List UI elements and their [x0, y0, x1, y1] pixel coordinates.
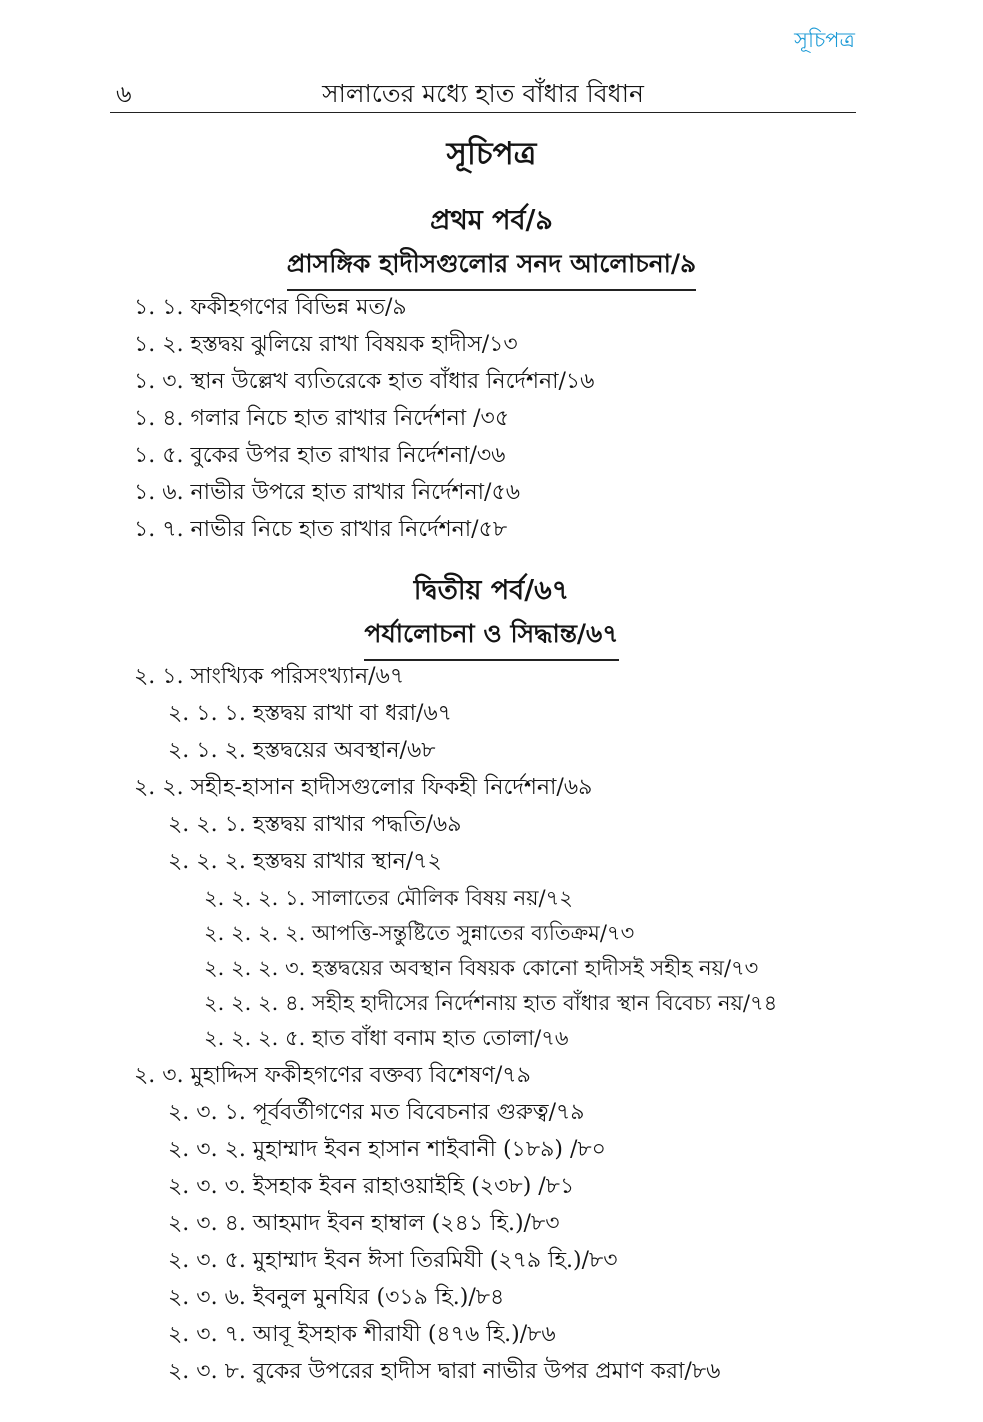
part-2-heading: দ্বিতীয় পর্ব/৬৭ — [413, 575, 570, 606]
running-header — [110, 72, 856, 113]
part-2-subheading-text: পর্যালোচনা ও সিদ্ধান্ত/৬৭ — [364, 614, 618, 661]
part-1-subheading — [0, 244, 983, 291]
toc-entry[interactable]: ১. ৫. বুকের উপর হাত রাখার নির্দেশনা/৩৬ — [134, 443, 506, 468]
toc-entry[interactable]: ২. ৩. ৪. আহমাদ ইবন হাম্বাল (২৪১ হি.)/৮৩ — [168, 1211, 560, 1236]
toc-entry[interactable]: ২. ২. ২. ২. আপত্তি-সন্তুষ্টিতে সুন্নাতের ব্যতিক্রম/৭৩ — [204, 921, 635, 945]
toc-entry[interactable]: ২. ৩. মুহাদ্দিস ফকীহগণের বক্তব্য বিশেষণ/৭৯ — [134, 1063, 531, 1088]
book-title: সালাতের মধ্যে হাত বাঁধার বিধান — [322, 79, 644, 108]
part-1-subheading-text: প্রাসঙ্গিক হাদীসগুলোর সনদ আলোচনা/৯ — [287, 244, 696, 291]
toc-entry[interactable]: ২. ২. ২. ৪. সহীহ হাদীসের নির্দেশনায় হাত বাঁধার স্থান বিবেচ্য নয়/৭৪ — [204, 991, 778, 1015]
toc-entry[interactable]: ২. ২. ২. ৫. হাত বাঁধা বনাম হাত তোলা/৭৬ — [204, 1026, 569, 1050]
toc-entry[interactable]: ২. ১. সাংখ্যিক পরিসংখ্যান/৬৭ — [134, 664, 405, 689]
toc-entry[interactable]: ২. ২. ২. ৩. হস্তদ্বয়ের অবস্থান বিষয়ক কোনো হাদীসই সহীহ নয়/৭৩ — [204, 956, 759, 980]
toc-entry[interactable]: ১. ৩. স্থান উল্লেখ ব্যতিরেকে হাত বাঁধার নির্দেশনা/১৬ — [134, 369, 595, 394]
toc-entry[interactable]: ২. ১. ২. হস্তদ্বয়ের অবস্থান/৬৮ — [168, 738, 436, 763]
toc-entry[interactable]: ২. ৩. ৫. মুহাম্মাদ ইবন ঈসা তিরমিযী (২৭৯ হি.)/৮৩ — [168, 1248, 618, 1273]
toc-entry[interactable]: ২. ৩. ৬. ইবনুল মুনযির (৩১৯ হি.)/৮৪ — [168, 1285, 505, 1310]
toc-entry[interactable]: ২. ২. ১. হস্তদ্বয় রাখার পদ্ধতি/৬৯ — [168, 812, 462, 837]
part-2-subheading — [0, 614, 983, 661]
toc-entry[interactable]: ১. ১. ফকীহগণের বিভিন্ন মত/৯ — [134, 295, 407, 320]
toc-entry[interactable]: ১. ২. হস্তদ্বয় ঝুলিয়ে রাখা বিষয়ক হাদীস/১৩ — [134, 332, 518, 357]
part-1-heading: প্রথম পর্ব/৯ — [430, 205, 553, 236]
toc-entry[interactable]: ২. ১. ১. হস্তদ্বয় রাখা বা ধরা/৬৭ — [168, 701, 452, 726]
toc-entry[interactable]: ২. ৩. ৩. ইসহাক ইবন রাহাওয়াইহি (২৩৮) /৮১ — [168, 1174, 575, 1199]
toc-entry[interactable]: ১. ৪. গলার নিচে হাত রাখার নির্দেশনা /৩৫ — [134, 406, 510, 431]
toc-entry[interactable]: ১. ৬. নাভীর উপরে হাত রাখার নির্দেশনা/৫৬ — [134, 480, 521, 505]
toc-entry[interactable]: ২. ২. সহীহ-হাসান হাদীসগুলোর ফিকহী নির্দেশনা/৬৯ — [134, 775, 593, 800]
toc-entry[interactable]: ২. ২. ২. ১. সালাতের মৌলিক বিষয় নয়/৭২ — [204, 886, 573, 910]
toc-entry[interactable]: ২. ৩. ৭. আবূ ইসহাক শীরাযী (৪৭৬ হি.)/৮৬ — [168, 1322, 556, 1347]
toc-title: সূচিপত্র — [446, 136, 537, 172]
corner-section-label: সূচিপত্র — [794, 28, 855, 52]
toc-entry[interactable]: ২. ২. ২. হস্তদ্বয় রাখার স্থান/৭২ — [168, 849, 442, 874]
toc-entry[interactable]: ২. ৩. ১. পূর্ববর্তীগণের মত বিবেচনার গুরুত্ব/৭৯ — [168, 1100, 585, 1125]
toc-entry[interactable]: ২. ৩. ৮. বুকের উপরের হাদীস দ্বারা নাভীর উপর প্রমাণ করা/৮৬ — [168, 1359, 721, 1384]
toc-entry[interactable]: ১. ৭. নাভীর নিচে হাত রাখার নির্দেশনা/৫৮ — [134, 517, 508, 542]
toc-entry[interactable]: ২. ৩. ২. মুহাম্মাদ ইবন হাসান শাইবানী (১৮৯) /৮০ — [168, 1137, 606, 1162]
page-number: ৬ — [116, 80, 132, 108]
